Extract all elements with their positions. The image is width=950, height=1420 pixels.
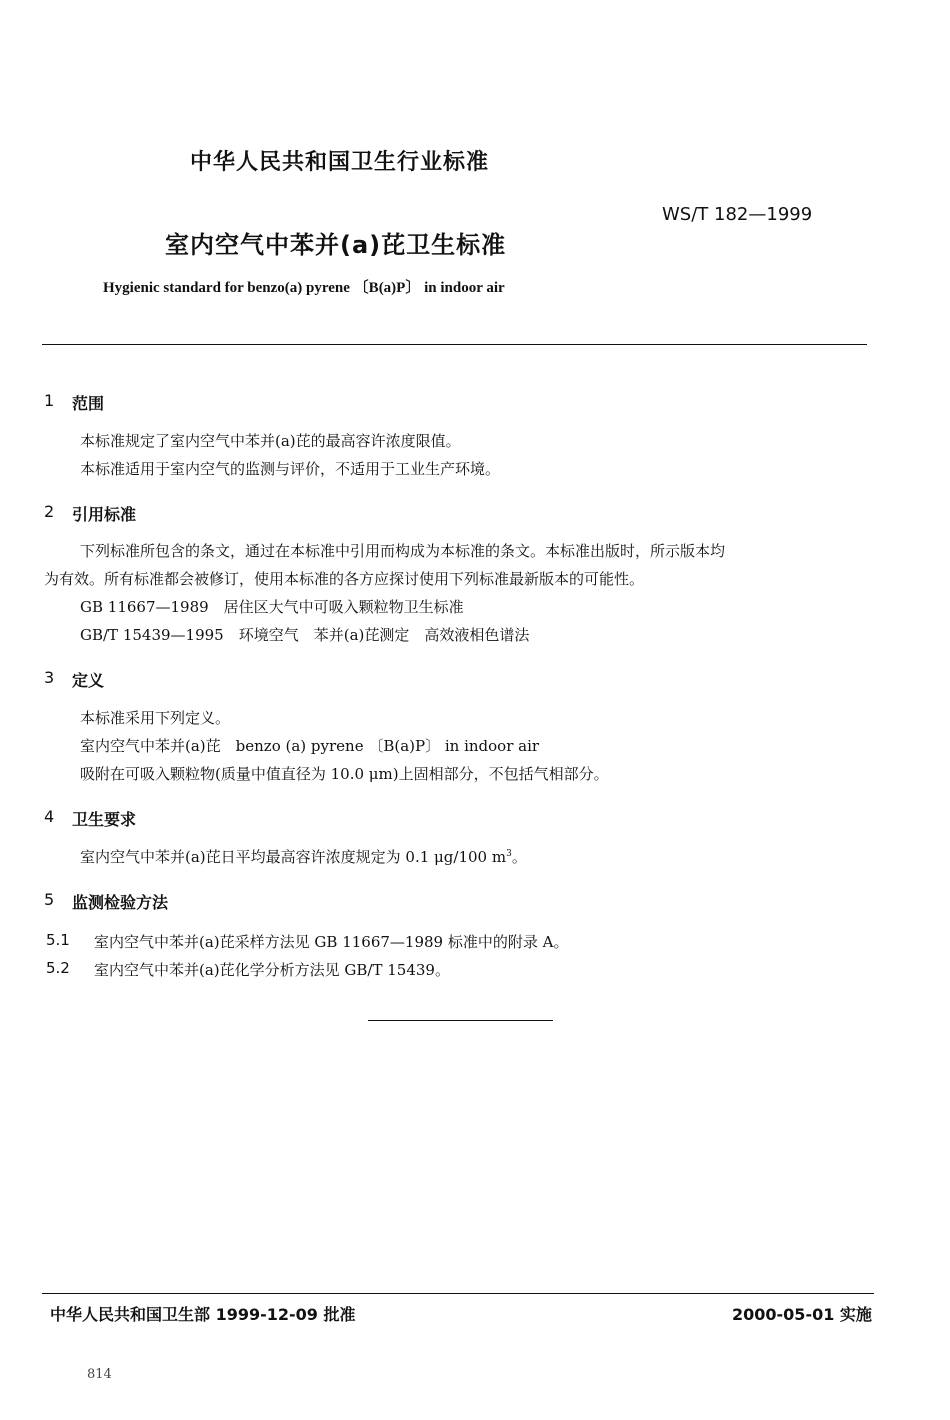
effective-date: 2000-05-01 实施 [732, 1305, 872, 1324]
standard-number: WS/T 182—1999 [662, 204, 813, 225]
approval-date: 中华人民共和国卫生部 1999-12-09 批准 [50, 1305, 356, 1324]
section-1-number: 1 [44, 391, 55, 410]
requirement-text: 室内空气中苯并(a)芘日平均最高容许浓度规定为 0.1 μg/100 m [80, 848, 507, 866]
section-2-paragraph: 下列标准所包含的条文，通过在本标准中引用而构成为本标准的条文。本标准出版时，所示版本均 [80, 542, 726, 560]
definition-term: 室内空气中苯并(a)芘 benzo (a) pyrene 〔B(a)P〕 in indoor air [80, 737, 540, 755]
section-1-title: 范围 [72, 394, 105, 413]
unit-superscript: 3 [506, 849, 512, 859]
section-3-paragraph: 本标准采用下列定义。 [80, 709, 231, 727]
clause-text: 室内空气中苯并(a)芘采样方法见 GB 11667—1989 标准中的附录 A。 [94, 933, 569, 951]
section-3-title: 定义 [72, 671, 105, 690]
document-title: 室内空气中苯并(a)芘卫生标准 [165, 231, 507, 259]
reference-standard: GB/T 15439—1995 环境空气 苯并(a)芘测定 高效液相色谱法 [80, 626, 530, 644]
section-3-number: 3 [44, 668, 55, 687]
requirement-end: 。 [511, 848, 527, 866]
section-4-title: 卫生要求 [72, 810, 137, 829]
section-4-number: 4 [44, 807, 55, 826]
section-4-paragraph [80, 846, 527, 867]
clause-number: 5.1 [46, 931, 70, 949]
definition-text: 吸附在可吸入颗粒物(质量中值直径为 10.0 μm)上固相部分，不包括气相部分。 [80, 765, 609, 783]
clause-text: 室内空气中苯并(a)芘化学分析方法见 GB/T 15439。 [94, 961, 450, 979]
section-2-number: 2 [44, 502, 55, 521]
header-divider [42, 344, 867, 345]
section-5-title: 监测检验方法 [72, 893, 169, 912]
section-2-title: 引用标准 [72, 505, 137, 524]
footer-divider [42, 1293, 874, 1294]
section-5-number: 5 [44, 890, 55, 909]
section-1-paragraph: 本标准规定了室内空气中苯并(a)芘的最高容许浓度限值。 [80, 432, 461, 450]
section-2-paragraph: 为有效。所有标准都会被修订，使用本标准的各方应探讨使用下列标准最新版本的可能性。 [44, 570, 645, 588]
reference-standard: GB 11667—1989 居住区大气中可吸入颗粒物卫生标准 [80, 598, 464, 616]
issuing-body-title: 中华人民共和国卫生行业标准 [190, 150, 490, 175]
end-of-text-rule [368, 1020, 553, 1021]
section-1-paragraph: 本标准适用于室内空气的监测与评价，不适用于工业生产环境。 [80, 460, 501, 478]
page-number: 814 [87, 1367, 112, 1382]
english-title: Hygienic standard for benzo(a) pyrene 〔B(a)P〕 in indoor air [103, 280, 505, 296]
clause-number: 5.2 [46, 959, 70, 977]
